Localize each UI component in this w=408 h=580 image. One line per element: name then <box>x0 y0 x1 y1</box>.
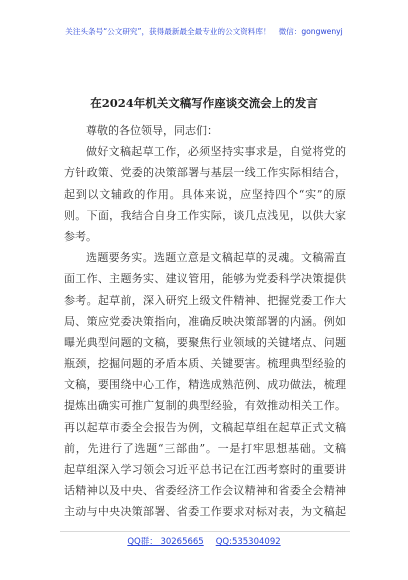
paragraph-line: 参考。起草前，深入研究上级文件精神、把握党委工作大 <box>64 293 346 307</box>
header-wechat-text: 微信：gongwenyj <box>278 27 343 36</box>
paragraph-line: 话精神以及中央、省委经济工作会议精神和省委全会精神 <box>64 484 346 498</box>
paragraph-line: 起草组深入学习领会习近平总书记在江西考察时的重要讲 <box>64 463 346 476</box>
document-title: 在2024年机关文稿写作座谈交流会上的发言 <box>90 96 318 110</box>
paragraph-1 <box>64 141 346 247</box>
paragraph-line: 选题要务实。选题立意是文稿起草的灵魂。文稿需直 <box>86 251 346 265</box>
paragraph-line: 前，先进行了选题“三部曲”。一是打牢思想基础。文稿 <box>64 441 346 455</box>
paragraph-line: 参考。 <box>64 229 97 243</box>
header-notice-text: 关注头条号“公文研究”，获得最新最全最专业的公文资料库！ <box>65 27 271 36</box>
paragraph-2 <box>64 247 346 522</box>
paragraph-line: 做好文稿起草工作，必须坚持实事求是，自觉将党的 <box>86 145 346 159</box>
paragraph-line: 面工作、主题务实、建议管用，能够为党委科学决策提供 <box>64 272 346 286</box>
paragraph-line: 曝光典型问题的文稿，要聚焦行业领域的关键堵点、问题 <box>64 335 346 349</box>
paragraph-line: 提炼出确实可推广复制的典型经验，有效推动相关工作。 <box>64 399 346 413</box>
paragraph-line: 则。下面，我结合自身工作实际，谈几点浅见，以供大家 <box>64 208 346 222</box>
paragraph-line: 再以起草市委全会报告为例，文稿起草组在起草正式文稿 <box>64 420 346 434</box>
paragraph-line: 瓶颈，挖掘问题的矛盾本质、关键要害。梳理典型经验的 <box>64 357 346 371</box>
paragraph-line: 文稿，要围绕中心工作，精选成熟范例、成功做法，梳理 <box>64 378 346 392</box>
salutation: 尊敬的各位领导，同志们： <box>86 124 218 137</box>
paragraph-line: 主动与中央决策部署、省委工作要求对标对表，为文稿起 <box>64 505 346 519</box>
paragraph-line: 起到以文辅政的作用。具体来说，应坚持四个“实”的原 <box>64 187 346 201</box>
document-body <box>64 120 346 523</box>
footer-qq: QQ:535304092 <box>215 537 281 547</box>
footer-divider <box>60 531 350 532</box>
page-footer <box>0 536 408 548</box>
paragraph-line: 局、策应党委决策指向，准确反映决策部署的内涵。例如 <box>64 314 346 328</box>
paragraph-line: 方针政策、党委的决策部署与基层一线工作实际相结合， <box>64 166 346 180</box>
page-header-notice <box>0 27 408 37</box>
footer-qq-group: QQ群： 30265665 <box>127 537 204 547</box>
